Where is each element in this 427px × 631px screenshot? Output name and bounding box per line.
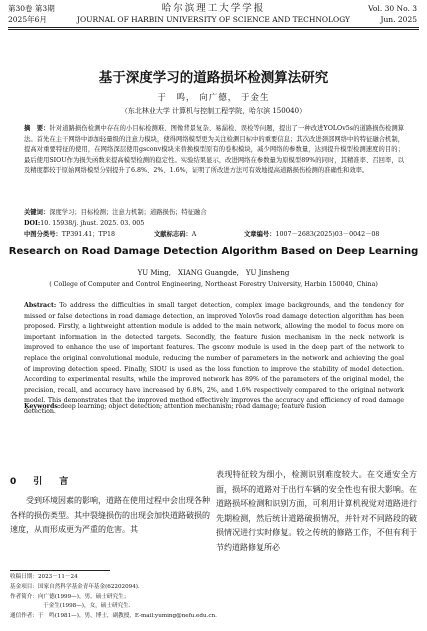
- footnote-corresponding: 通信作者：于 鸣(1981—)，男，博士，副教授，E-mail:yuming@nefu.edu.cn.: [10, 613, 217, 620]
- footnote-author1: 作者简介：向广德(1999—)，男，硕士研究生；: [10, 593, 130, 600]
- footnote-rule: [10, 570, 110, 571]
- section-heading-introduction: 0 引 言: [10, 477, 73, 487]
- header-date-cn: 2025年6月: [8, 15, 47, 24]
- keywords-en: [24, 402, 404, 413]
- keywords-cn: [24, 208, 404, 219]
- header-volume-en-block: [368, 3, 417, 25]
- header-rule-top: [8, 27, 419, 28]
- footnote-fund: 基金项目：国家自然科学基金青年基金(62202094).: [10, 583, 140, 590]
- header-journal-block: [0, 3, 427, 25]
- clc-field: [24, 230, 154, 241]
- keywords-en-label: Keywords:: [24, 403, 61, 410]
- doc-code-field: [154, 230, 244, 241]
- header-volume-cn: 第30卷 第3期: [8, 4, 55, 13]
- header-rule-bottom: [8, 29, 419, 30]
- clc-label: 中图分类号：: [24, 231, 62, 238]
- abstract-cn-text: 针对道路损伤检测中存在的小目标检测难、图像背景复杂、易漏检、误检等问题，提出了一种改进YOLOv5s的道路损伤检测算法。首先在主干网络中添加轻量级的注意力模块，使得网络模型更为关注检测目标中的重要信息；其次改进颈部网络中的特征融合机制，提高对重要特征的使用，在网络深层使用gsconv模块来替换模型原有的卷积模块，减少网络的参数量，达到提升模型检测速度的目的；最后使用SIOU作为损失函数来提高模型检测的稳定性。实验结果显示，改进网络在参数量为原模型89%的同时，其精准率、召回率，以及精度都较于原始网络模型分别提升了6.8%、2%、1.6%，证明了所改进方法可有效地提高道路损伤检测的准确性和效率。: [24, 125, 404, 175]
- abstract-en-text: To address the difficulties in small target detection, complex image backgrounds, and the tendency for missed or false detections in road damage detection, an improved Yolov5s road damage detection algorithm has been proposed. Firstly, a lightweight attention module is added to the main network, allowing the model to focus more on important information in the detected targets. Secondly, the feature fusion mechanism in the neck network is improved to enhance the use of important features. The gsconv module is used in the deep part of the network to replace the original convolutional module, reducing the number of parameters in the network and achieving the goal of improving detection speed. Finally, SIOU is used as the loss function to improve the stability of model detection. According to experimental results, while the improved network has 89% of the parameters of the original model, the precision, recall, and accuracy have increased by 6.8%, 2%, and 1.6% respectively compared to the original network model. This demonstrates that the improved method effectively improves the accuracy and efficiency of road damage detection.: [24, 302, 404, 415]
- doc-code-label: 文献标志码：: [154, 231, 192, 238]
- header-volume-en: Vol. 30 No. 3: [368, 4, 417, 13]
- abstract-en: [24, 301, 404, 418]
- article-number-field: [244, 230, 379, 241]
- affiliation-cn: （东北林业大学 计算机与控制工程学院，哈尔滨 150040）: [120, 107, 307, 115]
- body-text-right-column: 表现特征较为细小，检测识别难度较大。在交通安全方面，损坏的道路对于出行车辆的安全性也有很大影响。在道路损坏检测和识别方面，可利用计算机视觉对道路进行先期检测，然后统计道路破损情况，并针对不同路段的破损情况进行实时修复。较之传统的修路工作，不但有利于节约道路修复所必: [216, 470, 417, 552]
- doi-value: 10. 15938/j. jhust. 2025. 03. 005: [40, 220, 145, 227]
- header-journal-cn: 哈尔滨理工大学学报: [161, 3, 266, 14]
- header-journal-en: JOURNAL OF HARBIN UNIVERSITY OF SCIENCE AND TECHNOLOGY: [76, 15, 351, 24]
- article-number-value: 1007－2683(2025)03－0042－08: [275, 231, 380, 238]
- keywords-cn-label: 关键词：: [24, 209, 50, 216]
- footnotes: [10, 573, 217, 622]
- keywords-en-text: deep learning; object detection; attention mechanism; road damage; feature fusion: [60, 403, 327, 410]
- header-date-en: Jun. 2025: [380, 15, 417, 24]
- authors-cn: 于 鸣， 向广德， 于金生: [157, 93, 270, 103]
- footnote-received: 收稿日期：2023－11－24: [10, 574, 78, 580]
- authors-en: YU Ming, XIANG Guangde, YU Jinsheng: [137, 269, 290, 277]
- paper-title-cn: 基于深度学习的道路损坏检测算法研究: [98, 70, 329, 86]
- body-text-left-column: 受到环境因素的影响，道路在使用过程中会出现各种各样的损伤类型。其中裂缝损伤的出现会加快道路破损的速度，从而形成更为严重的危害。其: [10, 496, 210, 535]
- paper-title-en: Research on Road Damage Detection Algorithm Based on Deep Learning: [8, 246, 419, 257]
- doi-label: DOI:: [24, 220, 41, 227]
- doc-code-value: A: [191, 231, 197, 238]
- affiliation-en: ( College of Computer and Control Engineering, Northeast Forestry University, Harbin 150040, China): [49, 281, 378, 288]
- clc-value: TP391.41；TP18: [61, 231, 115, 238]
- keywords-cn-text: 深度学习；目标检测；注意力机制；道路损伤；特征融合: [49, 209, 207, 216]
- abstract-cn-label: 摘 要：: [24, 125, 50, 132]
- abstract-en-label: Abstract:: [24, 302, 57, 309]
- classification-row: [24, 230, 404, 241]
- footnote-author2: 于金生(1998—)，女，硕士研究生.: [43, 603, 131, 610]
- abstract-cn: [24, 124, 404, 177]
- doi-line: [24, 219, 404, 230]
- article-number-label: 文章编号：: [244, 231, 276, 238]
